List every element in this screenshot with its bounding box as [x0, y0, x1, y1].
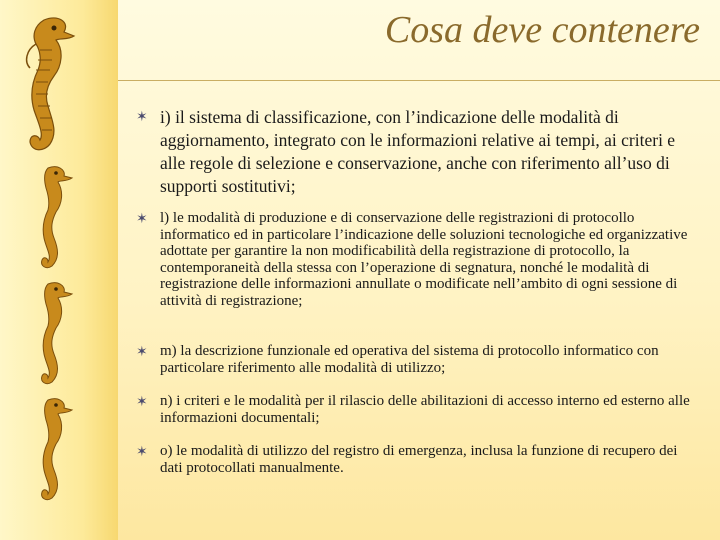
bullet-star-icon: ✶	[136, 109, 148, 125]
list-item-text: o) le modalità di utilizzo del registro di emergenza, inclusa la funzione di recupero dei dati protocollati manualmente.	[160, 443, 678, 476]
slide-title: Cosa deve contenere	[384, 9, 700, 51]
seahorse-large-icon	[14, 10, 78, 160]
bullet-star-icon: ✶	[136, 394, 148, 410]
list-item-text: m) la descrizione funzionale ed operativa del sistema di protocollo informatico con particolare riferimento alle modalità di utilizzo;	[160, 343, 659, 376]
bullet-star-icon: ✶	[136, 444, 148, 460]
list-item-text: l) le modalità di produzione e di conservazione delle registrazioni di protocollo informatico ed in particolare l’indicazione delle soluzioni tecnologiche ed organizzative adottate per garantire la non modificabilità della registrazione di protocollo, la contemporaneità della stessa con l’operazione di segnatura, nonché le modalità di registrazione delle informazioni annullate o modificate nell’ambito di ogni sessione di attività di registrazione;	[160, 210, 688, 309]
title-divider	[118, 80, 720, 81]
bullet-star-icon: ✶	[136, 344, 148, 360]
list-item-text: n) i criteri e le modalità per il rilascio delle abilitazioni di accesso interno ed esterno alle informazioni documentali;	[160, 393, 690, 426]
seahorse-icon	[34, 394, 74, 504]
seahorse-icon	[34, 278, 74, 388]
bullet-star-icon: ✶	[136, 211, 148, 227]
seahorse-icon	[34, 162, 74, 272]
list-item-text: i) il sistema di classificazione, con l’indicazione delle modalità di aggiornamento, integrato con le informazioni relative ai tempi, ai criteri e alle regole di selezione e conservazione, anche con riferimento all’uso di supporti sostitutivi;	[160, 107, 676, 196]
